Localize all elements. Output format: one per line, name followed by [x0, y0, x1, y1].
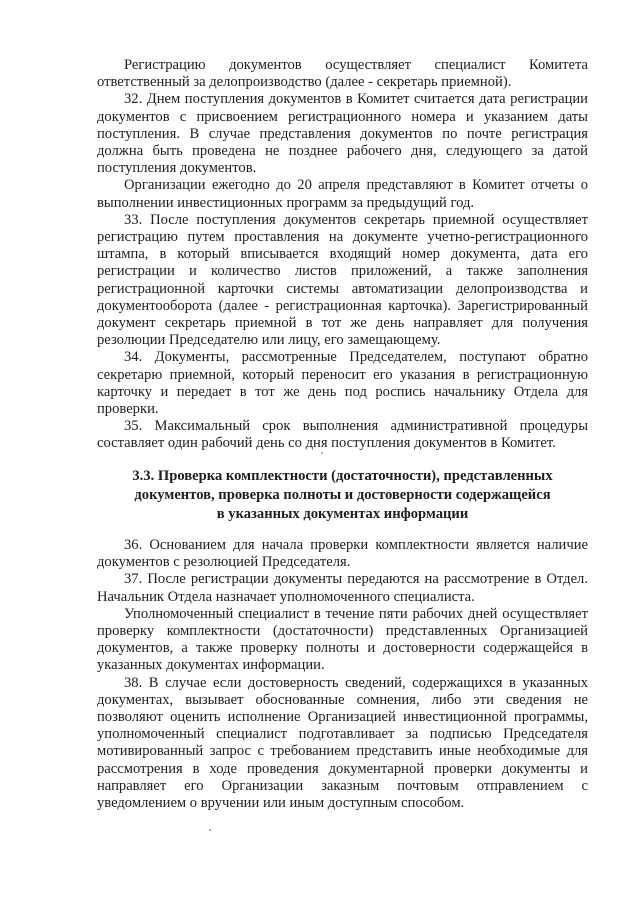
section-before-text — [97, 57, 588, 453]
paragraph-34: 34. Документы, рассмотренные Председателем, поступают обратно секретарю приемной, который переносит его указания в регистрационную карточку и передает в тот же день под роспись начальнику Отдела для проверки. — [97, 349, 588, 418]
section-heading-line-3: в указанных документах информации — [216, 506, 469, 522]
paragraph-specialist-check: Уполномоченный специалист в течение пяти рабочих дней осуществляет проверку комплектности (достаточности) представленных Организацией документов, а также проверку полноты и достоверности содержащейся в указанных документах информации. — [97, 605, 588, 674]
section-after-text — [97, 537, 588, 812]
paragraph-registration: Регистрацию документов осуществляет специалист Комитета ответственный за делопроизводство (далее - секретарь приемной). — [97, 57, 588, 91]
paragraph-38: 38. В случае если достоверность сведений, содержащихся в указанных документах, вызывает обоснованные сомнения, либо эти сведения не позволяют оценить исполнение Организацией инвестиционной программы, уполномоченный специалист подготавливает за подписью Председателя мотивированный запрос с требованием представить иные необходимые для рассмотрения в ходе проведения документарной проверки документы и направляет его Организации заказным почтовым отправлением с уведомлением о вручении или иным доступным способом. — [97, 674, 588, 812]
paragraph-37: 37. После регистрации документы передаются на рассмотрение в Отдел. Начальник Отдела назначает уполномоченного специалиста. — [97, 571, 588, 605]
section-heading — [97, 467, 588, 524]
paragraph-35: 35. Максимальный срок выполнения административной процедуры составляет один рабочий день со дня поступления документов в Комитет. — [97, 418, 588, 452]
section-heading-line-1: 3.3. Проверка комплектности (достаточности), представленных — [132, 468, 553, 484]
paragraph-36: 36. Основанием для начала проверки комплектности является наличие документов с резолюцией Председателя. — [97, 537, 588, 571]
section-heading-line-2: документов, проверка полноты и достоверности содержащейся — [134, 487, 551, 503]
scan-speck — [209, 829, 211, 831]
paragraph-33: 33. После поступления документов секретарь приемной осуществляет регистрацию путем проставления на документе учетно-регистрационного штампа, в который вписывается входящий номер документа, дата его регистрации и количество листов приложений, а также заполнения регистрационной карточки системы автоматизации делопроизводства и документооборота (далее - регистрационная карточка). Зарегистрированный документ секретарь приемной в тот же день направляет для получения резолюции Председателю или лицу, его замещающему. — [97, 211, 588, 349]
scan-speck — [321, 452, 323, 454]
paragraph-32: 32. Днем поступления документов в Комитет считается дата регистрации документов с присвоением регистрационного номера и указанием даты поступления. В случае представления документов по почте регистрация должна быть проведена не позднее рабочего дня, следующего за датой поступления документов. — [97, 91, 588, 177]
paragraph-annual-reports: Организации ежегодно до 20 апреля представляют в Комитет отчеты о выполнении инвестиционных программ за предыдущий год. — [97, 177, 588, 211]
